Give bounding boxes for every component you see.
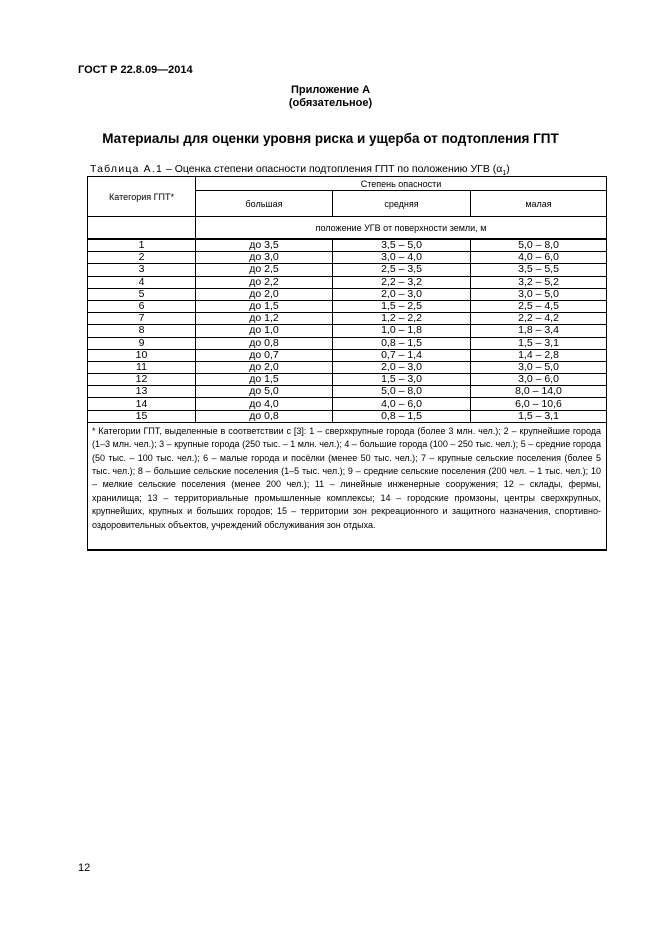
cell-low: 8,0 – 14,0	[471, 386, 607, 398]
cell-medium: 1,5 – 2,5	[333, 300, 471, 312]
column-header-high: большая	[196, 191, 333, 217]
cell-high: до 2,0	[196, 361, 333, 373]
cell-category: 11	[88, 361, 196, 373]
hazard-table	[87, 176, 607, 551]
cell-low: 1,8 – 3,4	[471, 325, 607, 337]
cell-medium: 1,2 – 2,2	[333, 313, 471, 325]
cell-category: 6	[88, 300, 196, 312]
cell-medium: 1,5 – 3,0	[333, 374, 471, 386]
table-row	[88, 349, 607, 361]
cell-low: 5,0 – 8,0	[471, 239, 607, 252]
cell-high: до 1,5	[196, 374, 333, 386]
cell-medium: 2,0 – 3,0	[333, 288, 471, 300]
cell-low: 3,2 – 5,2	[471, 276, 607, 288]
table-caption	[90, 163, 510, 177]
annex-title: Приложение А	[290, 84, 371, 96]
cell-category: 12	[88, 374, 196, 386]
cell-low: 1,5 – 3,1	[471, 337, 607, 349]
cell-high: до 4,0	[196, 398, 333, 410]
annex-status: (обязательное)	[288, 97, 373, 109]
table-caption-label: Таблица А.1	[90, 163, 164, 175]
cell-high: до 5,0	[196, 386, 333, 398]
cell-high: до 1,2	[196, 313, 333, 325]
cell-high: до 0,8	[196, 337, 333, 349]
cell-category: 9	[88, 337, 196, 349]
table-row	[88, 276, 607, 288]
cell-medium: 3,5 – 5,0	[333, 239, 471, 252]
cell-medium: 1,0 – 1,8	[333, 325, 471, 337]
cell-category: 1	[88, 239, 196, 252]
cell-medium: 0,8 – 1,5	[333, 410, 471, 422]
cell-low: 2,2 – 4,2	[471, 313, 607, 325]
cell-category: 4	[88, 276, 196, 288]
cell-low: 2,5 – 4,5	[471, 300, 607, 312]
cell-category: 15	[88, 410, 196, 422]
column-header-low: малая	[471, 191, 607, 217]
table-caption-subscript: 1	[502, 170, 507, 178]
cell-high: до 2,5	[196, 264, 333, 276]
column-header-medium: средняя	[333, 191, 471, 217]
cell-high: до 1,0	[196, 325, 333, 337]
table-row	[88, 361, 607, 373]
cell-medium: 2,0 – 3,0	[333, 361, 471, 373]
cell-low: 1,5 – 3,1	[471, 410, 607, 422]
cell-high: до 2,0	[196, 288, 333, 300]
table-row	[88, 313, 607, 325]
empty-cell	[88, 217, 196, 240]
cell-low: 3,0 – 6,0	[471, 374, 607, 386]
cell-low: 4,0 – 6,0	[471, 252, 607, 264]
cell-high: до 3,5	[196, 239, 333, 252]
table-row	[88, 398, 607, 410]
table-row	[88, 264, 607, 276]
cell-high: до 1,5	[196, 300, 333, 312]
cell-category: 3	[88, 264, 196, 276]
cell-category: 10	[88, 349, 196, 361]
cell-medium: 4,0 – 6,0	[333, 398, 471, 410]
cell-category: 7	[88, 313, 196, 325]
cell-medium: 3,0 – 4,0	[333, 252, 471, 264]
table-caption-end: )	[506, 163, 510, 175]
cell-high: до 0,7	[196, 349, 333, 361]
table-row	[88, 288, 607, 300]
table-row	[88, 337, 607, 349]
cell-low: 3,0 – 5,0	[471, 288, 607, 300]
cell-low: 3,0 – 5,0	[471, 361, 607, 373]
table-row	[88, 325, 607, 337]
cell-high: до 0,8	[196, 410, 333, 422]
cell-medium: 5,0 – 8,0	[333, 386, 471, 398]
cell-category: 5	[88, 288, 196, 300]
cell-category: 13	[88, 386, 196, 398]
cell-low: 1,4 – 2,8	[471, 349, 607, 361]
document-code: ГОСТ Р 22.8.09—2014	[78, 64, 193, 76]
cell-medium: 0,7 – 1,4	[333, 349, 471, 361]
cell-high: до 2,2	[196, 276, 333, 288]
table-row	[88, 239, 607, 252]
page-title: Материалы для оценки уровня риска и ущерба от подтопления ГПТ	[102, 131, 559, 146]
table-body	[88, 239, 607, 422]
page-number: 12	[78, 862, 91, 874]
cell-medium: 2,2 – 3,2	[333, 276, 471, 288]
cell-low: 6,0 – 10,6	[471, 398, 607, 410]
table-row	[88, 300, 607, 312]
cell-low: 3,5 – 5,5	[471, 264, 607, 276]
cell-category: 14	[88, 398, 196, 410]
cell-category: 2	[88, 252, 196, 264]
table-row	[88, 386, 607, 398]
table-footnote: * Категории ГПТ, выделенные в соответствии с [3]: 1 – сверхкрупные города (более 3 млн. чел.); 2 – крупнейшие города (1–3 млн. чел.); 3 – крупные города (250 тыс. – 1 млн. чел.); 4 – большие города (100 – 250 тыс. чел.); 5 – средние города (50 тыс. – 100 тыс. чел.); 6 – малые города и посёлки (менее 50 тыс. чел.); 7 – крупные сельские поселения (более 5 тыс. чел.); 8 – большие сельские поселения (1–5 тыс. чел.); 9 – средние сельские поселения (200 чел. – 1 тыс. чел.); 10 – мелкие сельские поселения (менее 200 чел.); 11 – линейные инженерные сооружения; 12 – склады, фермы, хранилища; 13 – территориальные промышленные комплексы; 14 – городские промзоны, центры сверхкрупных, крупнейших, крупных и больших городов; 15 – территории зон рекреационного и защитного назначения, спортивно-оздоровительных объектов, учреждений обслуживания зон отдыха.	[88, 422, 607, 550]
table-caption-text: – Оценка степени опасности подтопления ГПТ по положению УГВ (α	[163, 163, 503, 175]
table-row	[88, 374, 607, 386]
table-row	[88, 410, 607, 422]
column-group-header: Степень опасности	[196, 177, 607, 191]
cell-medium: 2,5 – 3,5	[333, 264, 471, 276]
cell-high: до 3,0	[196, 252, 333, 264]
column-header-category: Категория ГПТ*	[88, 177, 196, 217]
table-row	[88, 252, 607, 264]
cell-category: 8	[88, 325, 196, 337]
unit-row: положение УГВ от поверхности земли, м	[196, 217, 607, 240]
cell-medium: 0,8 – 1,5	[333, 337, 471, 349]
